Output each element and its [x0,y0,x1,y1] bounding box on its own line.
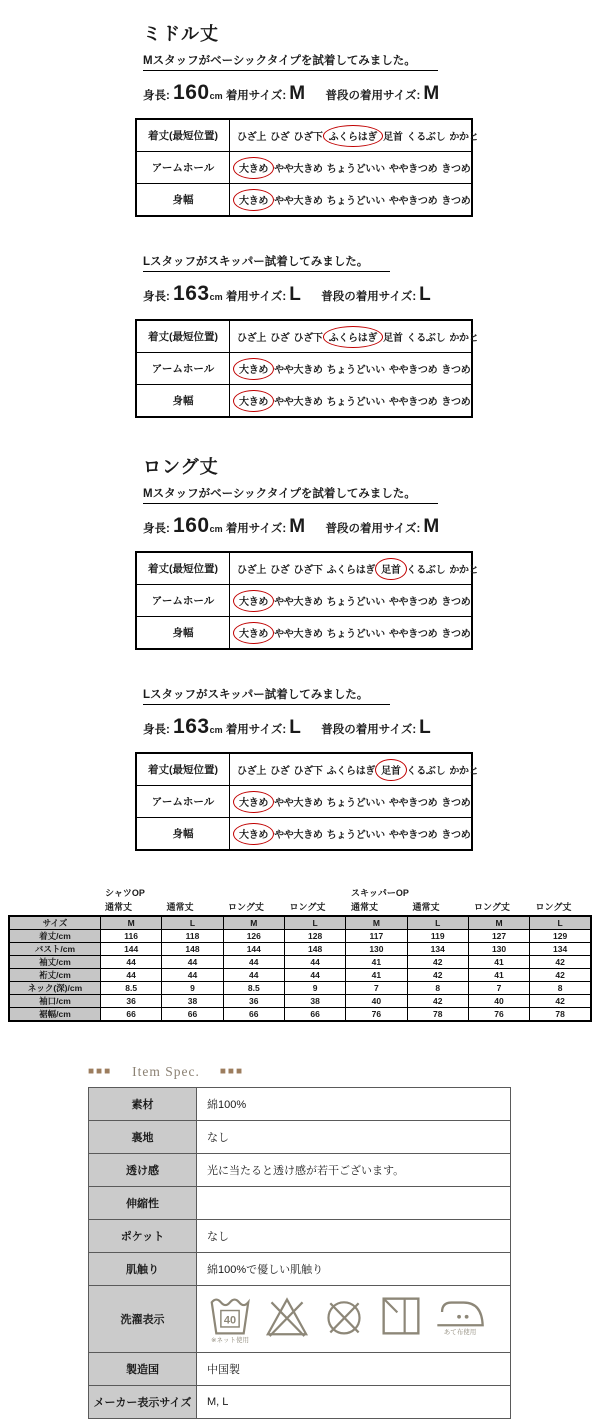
size-chart-value: 9 [162,982,223,995]
fit-option: ちょうどいい [326,195,385,207]
size-chart-value: 40 [346,995,407,1008]
fit-row-label: 着丈(最短位置) [136,552,230,585]
fit-option: ややきつめ [388,396,438,408]
fit-option: かかと [449,765,479,777]
spec-row-country [89,1353,511,1386]
wear-size-label: 着用サイズ: [225,724,287,736]
size-chart-value: 128 [284,930,345,943]
height-label: 身長: [143,90,170,102]
fit-options [230,119,479,152]
size-chart-value: 148 [162,943,223,956]
height-label: 身長: [143,291,170,303]
spec-row-material [89,1088,511,1121]
fit-row-label: アームホール [136,152,230,184]
fit-option: 足首 [383,131,403,143]
fit-options [230,385,473,418]
square-ornament-icon: ■■■ [88,1066,113,1077]
fitting-block-long-l [135,685,480,851]
fit-row-label: 身幅 [136,617,230,650]
size-chart-value: 134 [407,943,468,956]
size-chart-size-header: M [223,916,284,930]
spec-row-care [89,1286,511,1353]
fit-option: きつめ [441,396,471,408]
size-chart-row-label: 着丈/cm [9,930,101,943]
fit-row-armhole [136,353,472,385]
fit-options [230,353,473,385]
spec-label: 肌触り [89,1253,197,1286]
wear-size-label: 着用サイズ: [225,90,287,102]
item-spec-area [88,1064,512,1419]
size-chart-group-label [223,886,285,900]
fitting-block-middle-m [135,51,480,217]
size-chart-type-label: 通常丈 [412,902,440,912]
size-chart-type-label: 通常丈 [105,902,133,912]
wear-size-value: M [289,83,306,104]
fit-options [230,786,473,818]
fit-section-long [135,453,480,851]
fit-option: くるぶし [406,564,446,576]
no-bleach-icon [264,1295,310,1337]
size-chart-value: 44 [162,956,223,969]
fit-options [230,818,473,851]
size-chart-row-label: 裄丈/cm [9,969,101,982]
usual-size-value: L [419,717,431,738]
spec-value: 綿100% [197,1088,511,1121]
size-chart-size-header: M [468,916,529,930]
fit-option-selected: 大きめ [233,189,274,211]
size-chart-value: 118 [162,930,223,943]
spec-label: ポケット [89,1220,197,1253]
height-label: 身長: [143,724,170,736]
fit-row-label: アームホール [136,353,230,385]
size-chart-value: 66 [223,1008,284,1022]
size-chart-value: 7 [468,982,529,995]
fit-option-selected: 大きめ [233,590,274,612]
size-chart-value: 127 [468,930,529,943]
spec-value: M, L [197,1386,511,1419]
size-chart-type-label: 通常丈 [166,902,194,912]
fit-option-selected: 大きめ [233,622,274,644]
fit-option: くるぶし [406,765,446,777]
height-value: 160 [173,514,210,537]
size-chart-row [9,969,591,982]
fit-option: ひざ [270,564,290,576]
size-chart-size-header: M [346,916,407,930]
size-chart-value: 42 [530,995,591,1008]
spec-row-maker-size [89,1386,511,1419]
fit-row-label: 身幅 [136,385,230,418]
wear-size-value: L [289,284,301,305]
fit-option: くるぶし [406,332,446,344]
fit-options [230,552,479,585]
size-chart-value: 8.5 [223,982,284,995]
height-value: 160 [173,81,210,104]
fitting-subtitle: Mスタッフがベーシックタイプを試着してみました。 [143,52,438,71]
fit-option: きつめ [441,829,471,841]
fit-option: 足首 [383,332,403,344]
fit-table [135,118,479,217]
square-ornament-icon: ■■■ [219,1066,244,1077]
fit-option: かかと [449,131,479,143]
size-chart-value: 40 [468,995,529,1008]
fit-options [230,617,473,650]
size-chart-value: 44 [284,956,345,969]
fit-row-label: 着丈(最短位置) [136,753,230,786]
fit-option: ひざ上 [237,564,267,576]
fit-option: ちょうどいい [326,596,385,608]
spec-value: なし [197,1121,511,1154]
size-chart-type-label: ロング丈 [474,902,510,912]
usual-size-value: L [419,284,431,305]
fit-option-selected: 足首 [375,759,406,781]
fit-option-selected: 大きめ [233,823,274,845]
size-chart-value: 78 [407,1008,468,1022]
fit-option: ちょうどいい [326,163,385,175]
fit-option: ややきつめ [388,797,438,809]
wear-size-label: 着用サイズ: [225,291,287,303]
fitting-block-middle-l [135,252,480,418]
svg-text:40: 40 [223,1314,237,1327]
size-chart-row [9,956,591,969]
fit-row-label: 着丈(最短位置) [136,119,230,152]
spec-label: 製造国 [89,1353,197,1386]
size-chart-group-label [285,886,347,900]
size-chart-type-label: ロング丈 [289,902,326,912]
fit-row-label: アームホール [136,585,230,617]
fit-row-label: アームホール [136,786,230,818]
height-label: 身長: [143,523,170,535]
size-chart-value: 42 [407,969,468,982]
size-chart-value: 8 [407,982,468,995]
size-chart-value: 144 [223,943,284,956]
size-chart-row [9,982,591,995]
size-chart-row [9,930,591,943]
no-dry-clean-icon [321,1295,367,1337]
iron-with-cloth-icon [435,1295,485,1337]
size-chart-table [8,915,592,1022]
size-chart-value: 41 [346,956,407,969]
fit-option: やや大きめ [274,396,323,408]
size-chart-value: 38 [162,995,223,1008]
spec-label: 裏地 [89,1121,197,1154]
fit-option: きつめ [441,628,471,640]
spec-row-sheerness [89,1154,511,1187]
spec-label: 透け感 [89,1154,197,1187]
size-chart-row [9,1008,591,1022]
fit-option: きつめ [441,195,471,207]
fit-option-selected: 大きめ [233,390,274,412]
fit-row-length [136,320,472,353]
fit-row-armhole [136,585,472,617]
size-chart-size-header: L [407,916,468,930]
size-chart-size-header: L [284,916,345,930]
size-chart-type-label: ロング丈 [228,902,264,912]
wear-size-value: M [289,516,306,537]
spec-row-pocket [89,1220,511,1253]
fit-option-selected: ふくらはぎ [323,125,384,147]
fit-option: やや大きめ [274,628,323,640]
spec-label: 伸縮性 [89,1187,197,1220]
fit-row-armhole [136,152,472,184]
size-chart-value: 44 [223,969,284,982]
fit-row-width [136,385,472,418]
fit-row-width [136,184,472,217]
size-chart-value: 134 [530,943,591,956]
fit-row-length [136,119,472,152]
fit-option: ひざ下 [293,765,323,777]
size-chart-group-label [531,886,593,900]
fit-option: ひざ [270,765,290,777]
size-chart-row-label: バスト/cm [9,943,101,956]
fit-option: ややきつめ [388,195,438,207]
size-chart-row-label: ネック(深)/cm [9,982,101,995]
size-chart-value: 42 [530,956,591,969]
size-chart-area [8,886,592,1022]
size-chart-value: 42 [407,956,468,969]
size-chart-row [9,943,591,956]
fitting-subtitle: Mスタッフがベーシックタイプを試着してみました。 [143,485,438,504]
size-chart-size-header: L [530,916,591,930]
size-chart-type-label: 通常丈 [351,902,379,912]
fit-option: かかと [449,564,479,576]
fit-option: やや大きめ [274,163,323,175]
spec-value: なし [197,1220,511,1253]
wash-40-icon [207,1295,253,1345]
size-chart-row-label: 袖丈/cm [9,956,101,969]
wear-size-label: 着用サイズ: [225,523,287,535]
item-spec-title: Item Spec. [132,1064,200,1079]
section-title: ロング丈 [143,457,219,477]
fit-options [230,184,473,217]
size-chart-value: 38 [284,995,345,1008]
fit-table [135,319,479,418]
size-chart-value: 41 [346,969,407,982]
size-chart-group-label: シャツOP [105,888,145,898]
fit-table [135,551,479,650]
size-chart-value: 41 [468,969,529,982]
fit-section-middle [135,20,480,418]
fit-options [230,753,479,786]
spec-label: 素材 [89,1088,197,1121]
size-chart-group-label: スキッパーOP [351,888,409,898]
fit-option: ちょうどいい [326,628,385,640]
size-chart-value: 66 [162,1008,223,1022]
size-chart-value: 42 [530,969,591,982]
fit-option: やや大きめ [274,829,323,841]
fit-option: ちょうどいい [326,797,385,809]
height-unit: cm [209,524,223,534]
size-chart-row-label: 袖口/cm [9,995,101,1008]
fit-option: ややきつめ [388,364,438,376]
fit-row-armhole [136,786,472,818]
spec-value: 綿100%で優しい肌触り [197,1253,511,1286]
size-chart-row-label: 裾幅/cm [9,1008,101,1022]
size-chart-value: 66 [284,1008,345,1022]
fit-option: ちょうどいい [326,396,385,408]
size-chart-value: 44 [101,969,162,982]
size-chart-value: 148 [284,943,345,956]
size-chart-value: 116 [101,930,162,943]
size-chart-value: 44 [101,956,162,969]
size-chart-value: 66 [101,1008,162,1022]
fit-option: やや大きめ [274,364,323,376]
size-chart-header-label: サイズ [9,916,101,930]
fit-options [230,152,473,184]
fit-option: ひざ下 [293,564,323,576]
fit-row-label: 身幅 [136,184,230,217]
usual-size-value: M [423,516,440,537]
size-chart-value: 36 [101,995,162,1008]
fit-option: きつめ [441,797,471,809]
size-chart-value: 129 [530,930,591,943]
size-chart-col-labels [8,886,592,914]
fit-option: ちょうどいい [326,829,385,841]
fit-option-selected: 大きめ [233,358,274,380]
fit-table [135,752,479,851]
fit-option: ひざ [270,332,290,344]
fit-option: やや大きめ [274,596,323,608]
fit-option: ひざ下 [293,332,323,344]
size-chart-value: 144 [101,943,162,956]
fit-option-selected: ふくらはぎ [323,326,384,348]
usual-size-label: 普段の着用サイズ: [321,724,417,736]
usual-size-label: 普段の着用サイズ: [325,523,421,535]
fit-option: きつめ [441,364,471,376]
fitting-subtitle: Lスタッフがスキッパー試着してみました。 [143,686,390,705]
spec-value: 光に当たると透け感が若干ございます。 [197,1154,511,1187]
size-chart-value: 44 [162,969,223,982]
fit-option: ややきつめ [388,628,438,640]
spec-value [197,1187,511,1220]
size-chart-value: 78 [530,1008,591,1022]
size-chart-value: 117 [346,930,407,943]
size-chart-value: 8.5 [101,982,162,995]
size-chart-value: 7 [346,982,407,995]
fit-option: かかと [449,332,479,344]
fit-option: ややきつめ [388,829,438,841]
size-chart-group-label [469,886,531,900]
fit-option: ひざ上 [237,131,267,143]
spec-label: メーカー表示サイズ [89,1386,197,1419]
fit-option: ややきつめ [388,596,438,608]
fit-row-width [136,818,472,851]
fit-row-label: 身幅 [136,818,230,851]
size-chart-size-header: L [162,916,223,930]
fit-options [230,320,479,353]
wear-size-value: L [289,717,301,738]
shade-line-dry-icon [378,1295,424,1337]
fit-options [230,585,473,617]
size-chart-size-header: M [101,916,162,930]
size-chart-group-label [162,886,224,900]
wash-note: ※ネット使用 [211,1337,249,1345]
fit-option-selected: 大きめ [233,157,274,179]
fitting-block-long-m [135,484,480,650]
size-chart-type-label: ロング丈 [535,902,572,912]
fit-option: きつめ [441,596,471,608]
spec-row-texture [89,1253,511,1286]
size-chart-value: 36 [223,995,284,1008]
spec-row-stretch [89,1187,511,1220]
item-spec-header [88,1064,512,1080]
height-value: 163 [173,282,210,305]
fit-option: ふくらはぎ [326,564,376,576]
usual-size-value: M [423,83,440,104]
size-chart-value: 44 [223,956,284,969]
fit-option: やや大きめ [274,797,323,809]
size-chart-value: 76 [468,1008,529,1022]
fit-row-width [136,617,472,650]
fit-row-length [136,552,472,585]
height-unit: cm [209,725,223,735]
size-chart-value: 9 [284,982,345,995]
spec-value: 中国製 [197,1353,511,1386]
fit-row-label: 着丈(最短位置) [136,320,230,353]
fit-option: ふくらはぎ [326,765,376,777]
fit-option: ややきつめ [388,163,438,175]
fit-option: ひざ下 [293,131,323,143]
height-unit: cm [209,91,223,101]
fit-option-selected: 足首 [375,558,406,580]
size-chart-value: 41 [468,956,529,969]
section-title: ミドル丈 [143,24,219,44]
fit-option: くるぶし [406,131,446,143]
fit-option: ちょうどいい [326,364,385,376]
size-chart-value: 76 [346,1008,407,1022]
item-spec-table [88,1087,511,1419]
size-chart-value: 130 [346,943,407,956]
staff-profile-line [143,513,480,542]
staff-profile-line [143,714,480,743]
size-chart-group-label [408,886,470,900]
size-chart-row [9,995,591,1008]
fit-option: ひざ上 [237,765,267,777]
fit-row-length [136,753,472,786]
fit-report-area [135,0,480,851]
fit-option-selected: 大きめ [233,791,274,813]
size-chart-value: 130 [468,943,529,956]
fit-option: ひざ [270,131,290,143]
care-symbols [207,1293,500,1345]
spec-row-lining [89,1121,511,1154]
fit-option: きつめ [441,163,471,175]
spec-label: 洗濯表示 [89,1286,197,1353]
size-chart-value: 44 [284,969,345,982]
height-unit: cm [209,292,223,302]
usual-size-label: 普段の着用サイズ: [325,90,421,102]
fitting-subtitle: Lスタッフがスキッパー試着してみました。 [143,253,390,272]
size-chart-value: 126 [223,930,284,943]
size-chart-value: 119 [407,930,468,943]
usual-size-label: 普段の着用サイズ: [321,291,417,303]
height-value: 163 [173,715,210,738]
iron-note: あて布使用 [443,1329,477,1337]
fit-option: やや大きめ [274,195,323,207]
size-chart-value: 42 [407,995,468,1008]
fit-option: ひざ上 [237,332,267,344]
size-chart-value: 8 [530,982,591,995]
staff-profile-line [143,281,480,310]
staff-profile-line [143,80,480,109]
